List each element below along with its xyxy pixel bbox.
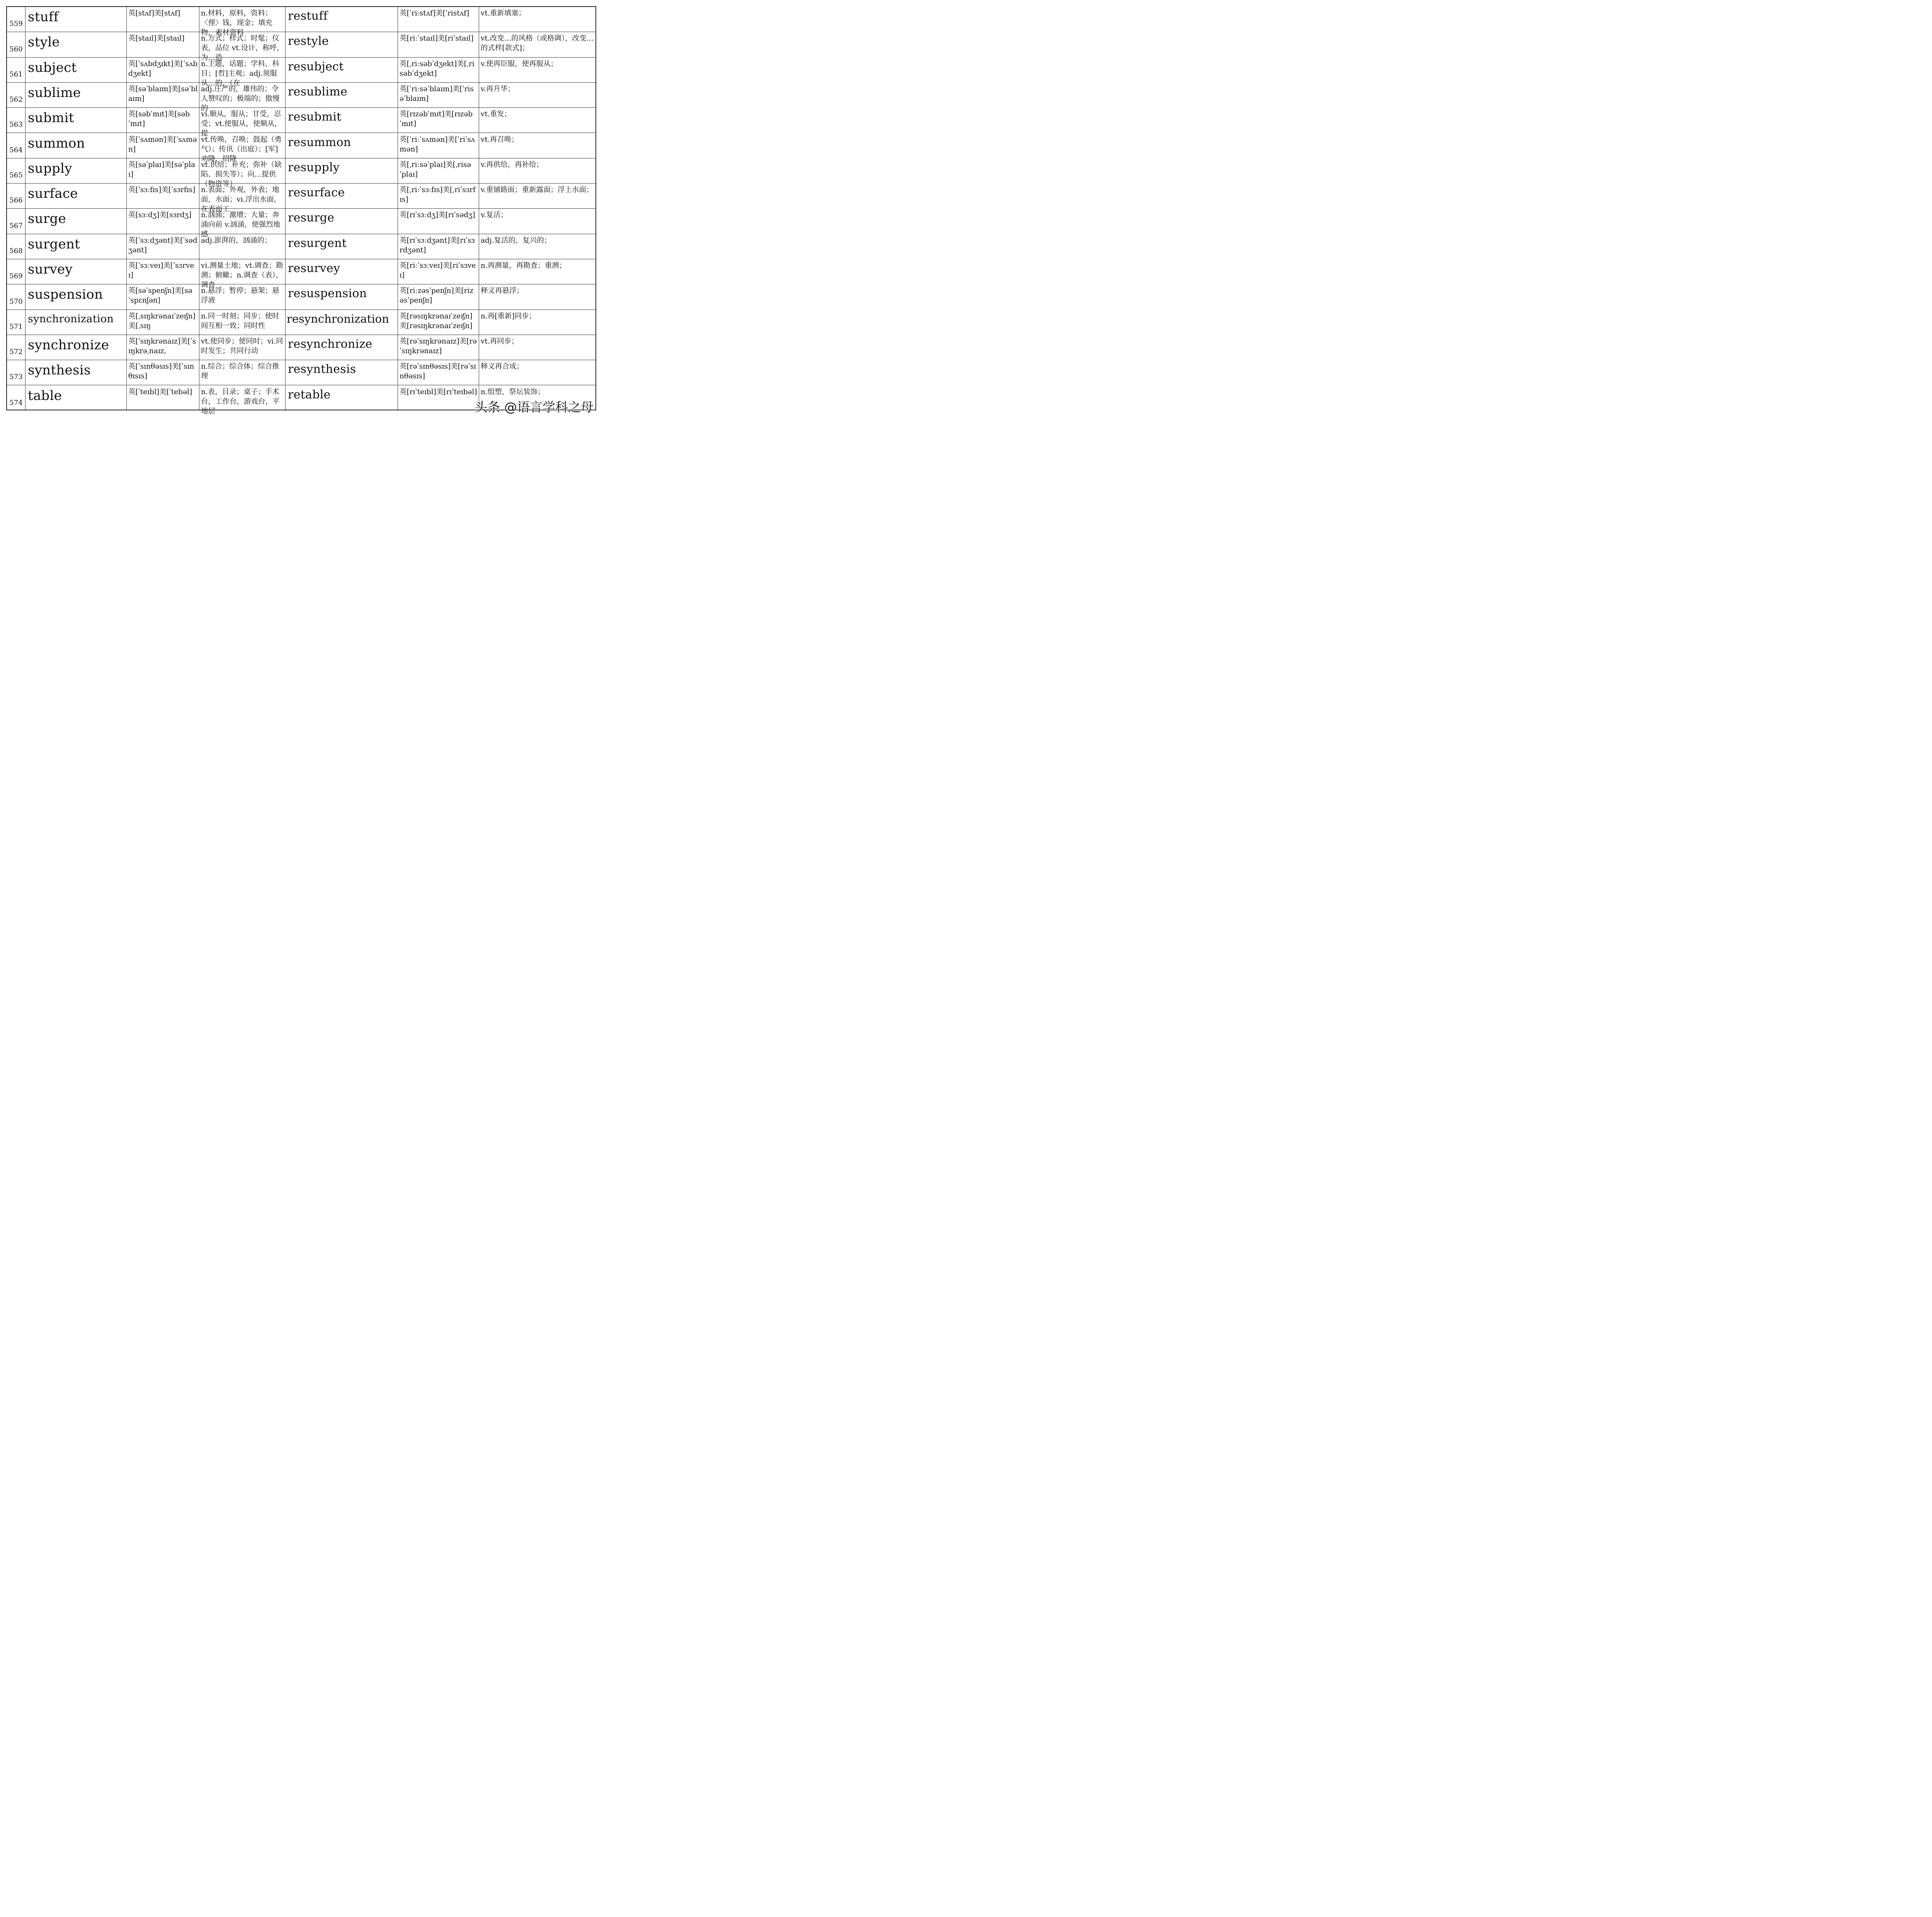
word: synthesis (28, 362, 91, 378)
re-word-cell (286, 7, 398, 32)
re-definition: 释义再合成； (481, 362, 524, 371)
row-number-cell (7, 386, 26, 411)
re-word: resurge (288, 211, 335, 225)
re-phonetic-cell (398, 360, 479, 385)
re-definition: vt.重发； (481, 110, 512, 119)
definition-cell (199, 133, 286, 163)
definition: vi.顺从，服从；甘受，忍受；vt.使服从，使顺从，提 (201, 110, 282, 138)
re-word-cell (286, 209, 398, 233)
row-number: 566 (9, 196, 23, 205)
word-cell (26, 310, 127, 335)
re-phonetic-cell (398, 386, 479, 411)
row-number: 565 (9, 171, 23, 180)
phonetic: 英[ˈsɜːdʒənt]美[ˈsədʒənt] (128, 236, 197, 254)
re-phonetic-cell (398, 32, 479, 57)
phonetic: 英[səˈplaɪ]美[səˈplaɪ] (128, 160, 196, 179)
table-row (7, 310, 595, 335)
row-number: 562 (9, 95, 23, 104)
phonetic-cell (127, 7, 199, 32)
re-word-cell (286, 259, 398, 284)
re-definition-cell (479, 310, 596, 335)
word: surgent (28, 236, 80, 252)
re-word: resubmit (288, 110, 342, 124)
word: synchronization (28, 313, 114, 325)
row-number: 561 (9, 70, 23, 78)
re-phonetic: 英[rɪˈsɜːdʒ]美[rɪˈsədʒ] (400, 211, 475, 219)
row-number-cell (7, 158, 26, 183)
re-definition: n.再[重新]同步； (481, 312, 536, 320)
definition-cell (199, 360, 286, 385)
definition-cell (199, 284, 286, 309)
re-phonetic-cell (398, 234, 479, 259)
re-phonetic: 英[ˌriːˈsɜːfɪs]美[ˌriˈsɜrfɪs] (400, 186, 476, 204)
re-word: resuspension (288, 287, 367, 301)
re-definition: vt.再同步； (481, 337, 519, 345)
re-phonetic-cell (398, 184, 479, 208)
phonetic: 英[stʌf]美[stʌf] (128, 9, 180, 17)
word-cell (26, 284, 127, 309)
re-phonetic-cell (398, 108, 479, 133)
table-row (7, 108, 595, 138)
re-word: resurface (288, 186, 345, 200)
definition-cell (199, 234, 286, 259)
re-word-cell (286, 234, 398, 259)
re-phonetic-cell (398, 133, 479, 158)
re-word-cell (286, 83, 398, 107)
table-row (7, 259, 595, 289)
re-definition: n.再测量，再勘查；重测； (481, 262, 566, 270)
word: subject (28, 60, 77, 75)
table-row (7, 184, 595, 214)
table-row (7, 32, 595, 62)
re-word: restyle (288, 34, 329, 48)
re-word: resurvey (288, 262, 340, 275)
row-number-cell (7, 32, 26, 57)
re-phonetic: 英[ˌriːsəˈplaɪ]美[ˌrisəˈplaɪ] (400, 160, 471, 179)
word-cell (26, 158, 127, 183)
re-phonetic-cell (398, 7, 479, 32)
phonetic: 英[ˌsɪŋkrənaɪˈzeɪʃn]美[ˌsɪŋ (128, 312, 196, 330)
table-row (7, 133, 595, 163)
re-word: restuff (288, 9, 328, 23)
re-phonetic: 英[riːˈsɜːveɪ]美[riˈsɜveɪ] (400, 262, 476, 279)
re-phonetic-cell (398, 259, 479, 284)
definition: n.同一时刻；同步；使时间互相一致；同时性 (201, 312, 279, 330)
re-word: resynchronization (287, 312, 389, 325)
re-definition-cell (479, 259, 596, 284)
phonetic-cell (127, 259, 199, 284)
phonetic: 英[səbˈmɪt]美[səbˈmɪt] (128, 110, 190, 128)
row-number-cell (7, 284, 26, 309)
word-cell (26, 58, 127, 82)
phonetic-cell (127, 310, 199, 335)
re-definition-cell (479, 335, 596, 360)
re-word-cell (286, 133, 398, 158)
phonetic-cell (127, 58, 199, 82)
definition: n.悬浮；暂停；悬架；悬浮液 (201, 287, 279, 305)
row-number-cell (7, 259, 26, 284)
re-definition-cell (479, 158, 596, 183)
row-number-cell (7, 360, 26, 385)
word: supply (28, 160, 72, 176)
definition-cell (199, 7, 286, 37)
re-word: resubject (288, 60, 344, 73)
word-cell (26, 108, 127, 133)
phonetic: 英[ˈsʌbdʒɪkt]美[ˈsʌbdʒekt] (128, 60, 198, 78)
word: synchronize (28, 337, 109, 353)
re-word-cell (286, 386, 398, 411)
re-phonetic-cell (398, 83, 479, 107)
row-number-cell (7, 184, 26, 208)
re-phonetic: 英[rɪˈsɜːdʒənt]美[rɪˈsɜrdʒənt] (400, 236, 475, 254)
phonetic: 英[ˈsʌmən]美[ˈsʌmən] (128, 135, 197, 153)
word-cell (26, 335, 127, 360)
re-definition-cell (479, 133, 596, 158)
re-definition: v.重铺路面；重新露面；浮上水面； (481, 186, 594, 194)
phonetic: 英[ˈsɜːveɪ]美[ˈsɜrveɪ] (128, 262, 194, 279)
re-definition: 释义再悬浮； (481, 287, 524, 295)
row-number-cell (7, 7, 26, 32)
phonetic: 英[ˈsɜːfɪs]美[ˈsɜrfɪs] (128, 186, 196, 194)
row-number-cell (7, 335, 26, 360)
definition-cell (199, 32, 286, 62)
phonetic: 英[səˈspenʃn]美[səˈspɛnʃən] (128, 287, 192, 305)
definition: vt.使同步；使同时；vi.同时发生；共同行动 (201, 337, 283, 355)
re-phonetic-cell (398, 310, 479, 335)
row-number-cell (7, 108, 26, 133)
word: table (28, 388, 62, 403)
row-number: 569 (9, 272, 23, 281)
row-number: 560 (9, 45, 23, 53)
re-phonetic: 英[rɪzəbˈmɪt]美[rɪzəbˈmɪt] (400, 110, 473, 128)
definition-cell (199, 386, 286, 415)
definition-cell (199, 310, 286, 335)
definition: n.主题，话题；学科，科目；[哲]主观；adj.须服从…的，（在 (201, 60, 279, 87)
table-row (7, 209, 595, 239)
word-cell (26, 360, 127, 385)
row-number: 568 (9, 247, 23, 255)
definition-cell (199, 259, 286, 289)
phonetic-cell (127, 209, 199, 233)
row-number-cell (7, 58, 26, 82)
definition: adj.澎湃的，汹涌的； (201, 236, 272, 245)
word: stuff (28, 9, 59, 25)
re-word: resynchronize (288, 337, 372, 351)
definition: n.汹涌；激增；大量；奔涌向前 v.汹涌，使强烈地感 (201, 211, 281, 239)
phonetic: 英[sɜːdʒ]美[sɜrdʒ] (128, 211, 192, 219)
table-row (7, 83, 595, 112)
phonetic-cell (127, 133, 199, 158)
table-row (7, 360, 595, 385)
word-cell (26, 209, 127, 233)
row-number-cell (7, 83, 26, 107)
re-definition-cell (479, 209, 596, 233)
re-word: resublime (288, 85, 348, 99)
phonetic: 英[səˈblaɪm]美[səˈblaɪm] (128, 85, 198, 103)
re-definition-cell (479, 108, 596, 133)
phonetic: 英[staɪl]美[staɪl] (128, 34, 185, 43)
definition: vt.供给；补充；弥补（缺陷、损失等）；向…提供（物资等） (201, 160, 282, 188)
definition: n.材料，原料，资料；〈俚〉钱，现金；填充物，素材资料 (201, 9, 273, 37)
definition: n.表面；外观，外表；地面，水面；vi.浮出水面，在表面工 (201, 186, 281, 214)
row-number: 572 (9, 348, 23, 356)
re-word: resummon (288, 135, 351, 149)
re-definition-cell (479, 32, 596, 57)
re-word-cell (286, 184, 398, 208)
definition: n.表，目录；桌子；手术台，工作台，游戏台，平地层 (201, 388, 280, 415)
re-phonetic: 英[riːˈstaɪl]美[riˈstaɪl] (400, 34, 474, 43)
word: survey (28, 262, 73, 277)
word: sublime (28, 85, 81, 100)
table-row (7, 7, 595, 37)
re-phonetic: 英[ˈriːstʌf]美[ˈristʌf] (400, 9, 469, 17)
phonetic-cell (127, 158, 199, 183)
re-word-cell (286, 32, 398, 57)
re-phonetic-cell (398, 209, 479, 233)
definition: adj.庄严的，雄伟的；令人赞叹的；极端的；傲慢的 (201, 85, 280, 112)
re-phonetic: 英[rəˈsɪŋkrənaɪz]美[rəˈsɪŋkrənaɪz] (400, 337, 477, 355)
re-word-cell (286, 284, 398, 309)
table-row (7, 158, 595, 188)
row-number: 570 (9, 297, 23, 306)
phonetic: 英[ˈsɪnθəsɪs]美[ˈsɪnθɪsɪs] (128, 362, 194, 381)
table-row (7, 284, 595, 310)
word: surface (28, 186, 78, 202)
row-number-cell (7, 234, 26, 259)
row-number: 559 (9, 20, 23, 28)
re-definition: v.再供给，再补给； (481, 160, 544, 169)
phonetic: 英[ˈteɪbl]美[ˈtebəl] (128, 388, 192, 396)
re-definition-cell (479, 184, 596, 208)
re-definition: vt.再召唤； (481, 135, 519, 144)
re-word-cell (286, 310, 398, 335)
definition-cell (199, 335, 286, 360)
phonetic: 英[ˈsɪŋkrənaɪz]美[ˈsɪŋkrəˌnaɪz, (128, 337, 196, 355)
word-cell (26, 133, 127, 158)
re-word-cell (286, 360, 398, 385)
row-number-cell (7, 310, 26, 335)
re-phonetic: 英[ˈriːsəˈblaɪm]美[ˈrisəˈblaɪm] (400, 85, 474, 103)
definition-cell (199, 108, 286, 138)
re-phonetic: 英[ˈriːˈsʌmən]美[ˈriˈsʌmən] (400, 135, 475, 153)
definition-cell (199, 209, 286, 239)
word-cell (26, 83, 127, 107)
phonetic-cell (127, 386, 199, 411)
word-cell (26, 259, 127, 284)
vocabulary-table (6, 6, 596, 415)
phonetic-cell (127, 335, 199, 360)
word: style (28, 34, 60, 50)
re-definition-cell (479, 284, 596, 309)
row-number: 567 (9, 221, 23, 230)
phonetic-cell (127, 83, 199, 107)
definition-cell (199, 158, 286, 188)
re-phonetic: 英[rəsɪŋkrənaɪˈzeɪʃn]美[rəsɪŋkrənaɪˈzeɪʃn] (400, 312, 473, 330)
phonetic-cell (127, 234, 199, 259)
row-number: 564 (9, 146, 23, 154)
word-cell (26, 7, 127, 32)
definition-cell (199, 58, 286, 87)
table-row (7, 335, 595, 360)
definition: vi.测量土地；vt.调查；勘测；俯瞰；n.调查（表），调查 (201, 262, 283, 289)
re-definition-cell (479, 7, 596, 32)
word: submit (28, 110, 74, 126)
re-definition: v.复活； (481, 211, 508, 219)
definition: n.方式；样式；时髦；仪表，品位 vt.设计，称呼，为…造 (201, 34, 284, 62)
table-row (7, 234, 595, 259)
re-definition: v.使再臣服，使再服从； (481, 60, 558, 68)
re-phonetic-cell (398, 58, 479, 82)
re-word-cell (286, 335, 398, 360)
word: summon (28, 135, 85, 151)
re-definition: vt.改变…的风格（或格调），改变…的式样[款式]； (481, 34, 594, 53)
re-phonetic: 英[ˌriːsəbˈdʒekt]美[ˌrisəbˈdʒekt] (400, 60, 474, 78)
re-word: retable (288, 388, 331, 401)
re-word: resupply (288, 160, 340, 174)
word-cell (26, 386, 127, 411)
word: suspension (28, 287, 103, 303)
re-definition: v.再升华； (481, 85, 515, 93)
row-number: 563 (9, 121, 23, 129)
word-cell (26, 234, 127, 259)
row-number: 571 (9, 322, 23, 331)
re-definition: vt.重新填塞； (481, 9, 526, 17)
phonetic-cell (127, 32, 199, 57)
phonetic-cell (127, 284, 199, 309)
re-phonetic-cell (398, 284, 479, 309)
re-definition-cell (479, 83, 596, 107)
re-definition: n.组塑，祭坛装饰； (481, 388, 545, 396)
re-definition: adj.复活的，复兴的； (481, 236, 551, 245)
re-phonetic: 英[rəˈsɪnθəsɪs]美[rəˈsɪnθəsɪs] (400, 362, 476, 381)
phonetic-cell (127, 360, 199, 385)
re-word: resurgent (288, 236, 347, 250)
definition: n.综合；综合体；综合推理 (201, 362, 279, 381)
re-definition-cell (479, 58, 596, 82)
row-number: 574 (9, 398, 23, 407)
definition-cell (199, 83, 286, 112)
re-word: resynthesis (288, 362, 356, 376)
definition-cell (199, 184, 286, 214)
re-word-cell (286, 108, 398, 133)
re-phonetic-cell (398, 335, 479, 360)
re-definition-cell (479, 360, 596, 385)
row-number-cell (7, 209, 26, 233)
table-row (7, 58, 595, 87)
word: surge (28, 211, 66, 227)
re-definition-cell (479, 234, 596, 259)
re-phonetic-cell (398, 158, 479, 183)
row-number-cell (7, 133, 26, 158)
word-cell (26, 184, 127, 208)
re-phonetic: 英[rɪˈteɪbl]美[rɪˈteɪbəl] (400, 388, 477, 396)
re-phonetic: 英[riːzəsˈpenʃn]美[rizəsˈpenʃn] (400, 287, 474, 305)
phonetic-cell (127, 108, 199, 133)
watermark: 头条 @语言学科之母 (474, 400, 594, 415)
re-word-cell (286, 158, 398, 183)
row-number: 573 (9, 373, 23, 381)
re-word-cell (286, 58, 398, 82)
word-cell (26, 32, 127, 57)
phonetic-cell (127, 184, 199, 208)
definition: vt.传唤，召唤；鼓起（勇气）；传讯（出庭）；[军]劝降，招降 (201, 135, 282, 163)
